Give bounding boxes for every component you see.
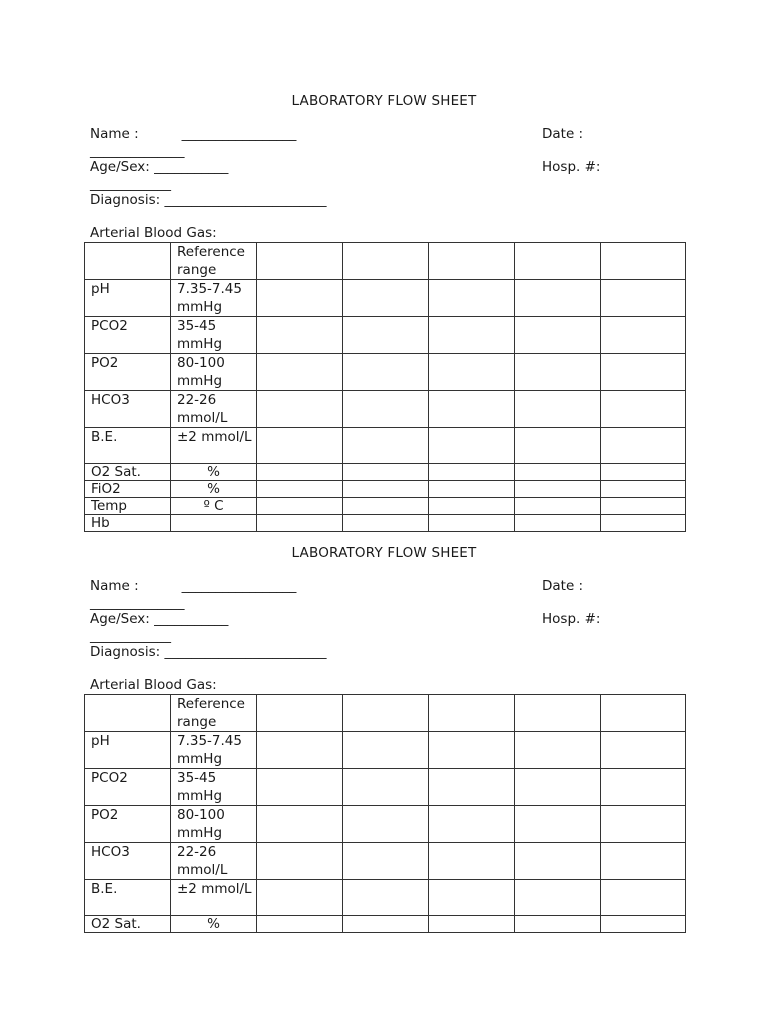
- parameter-cell: pH: [85, 732, 171, 769]
- result-entry-cell[interactable]: [257, 354, 343, 391]
- result-entry-cell[interactable]: [429, 695, 515, 732]
- table-row: [85, 498, 686, 515]
- result-entry-cell[interactable]: [515, 481, 601, 498]
- reference-range-cell: %: [171, 464, 257, 481]
- result-entry-cell[interactable]: [515, 806, 601, 843]
- result-entry-cell[interactable]: [343, 880, 429, 916]
- result-entry-cell[interactable]: [257, 843, 343, 880]
- result-entry-cell[interactable]: [515, 428, 601, 464]
- parameter-cell: O2 Sat.: [85, 464, 171, 481]
- result-entry-cell[interactable]: [601, 391, 686, 428]
- date-field: Date :: [542, 126, 584, 142]
- result-entry-cell[interactable]: [343, 916, 429, 933]
- parameter-cell: PCO2: [85, 769, 171, 806]
- table-row: [85, 880, 686, 916]
- result-entry-cell[interactable]: [515, 843, 601, 880]
- parameter-cell: O2 Sat.: [85, 916, 171, 933]
- result-entry-cell[interactable]: [601, 464, 686, 481]
- result-entry-cell[interactable]: [343, 806, 429, 843]
- result-entry-cell[interactable]: [343, 317, 429, 354]
- parameter-cell: Hb: [85, 515, 171, 532]
- result-entry-cell[interactable]: [601, 498, 686, 515]
- result-entry-cell[interactable]: [343, 354, 429, 391]
- result-entry-cell[interactable]: [343, 695, 429, 732]
- reference-range-cell: %: [171, 481, 257, 498]
- result-entry-cell[interactable]: [429, 515, 515, 532]
- result-entry-cell[interactable]: [429, 481, 515, 498]
- reference-range-cell: 22-26 mmol/L: [171, 391, 257, 428]
- reference-range-cell: 22-26 mmol/L: [171, 843, 257, 880]
- abg-label: Arterial Blood Gas:: [90, 225, 217, 241]
- diagnosis-field: Diagnosis: ________________________: [90, 644, 327, 660]
- diagnosis-field: Diagnosis: ________________________: [90, 192, 327, 208]
- result-entry-cell[interactable]: [257, 880, 343, 916]
- result-entry-cell[interactable]: [257, 243, 343, 280]
- result-entry-cell[interactable]: [429, 880, 515, 916]
- result-entry-cell[interactable]: [429, 428, 515, 464]
- reference-range-cell: 80-100 mmHg: [171, 806, 257, 843]
- result-entry-cell[interactable]: [515, 515, 601, 532]
- result-entry-cell[interactable]: [343, 464, 429, 481]
- table-row: [85, 515, 686, 532]
- reference-range-cell: 35-45 mmHg: [171, 769, 257, 806]
- name-field-continuation: ______________: [90, 595, 185, 611]
- result-entry-cell[interactable]: [429, 280, 515, 317]
- abg-table: [84, 242, 686, 532]
- result-entry-cell[interactable]: [257, 280, 343, 317]
- result-entry-cell[interactable]: [257, 464, 343, 481]
- result-entry-cell[interactable]: [601, 843, 686, 880]
- result-entry-cell[interactable]: [515, 391, 601, 428]
- result-entry-cell[interactable]: [601, 880, 686, 916]
- table-row: [85, 481, 686, 498]
- result-entry-cell[interactable]: [515, 916, 601, 933]
- result-entry-cell[interactable]: [515, 243, 601, 280]
- result-entry-cell[interactable]: [429, 391, 515, 428]
- reference-range-cell: [171, 515, 257, 532]
- result-entry-cell[interactable]: [601, 243, 686, 280]
- parameter-cell: [85, 695, 171, 732]
- table-row: [85, 695, 686, 732]
- table-row: [85, 916, 686, 933]
- parameter-cell: B.E.: [85, 428, 171, 464]
- reference-range-cell: 7.35-7.45 mmHg: [171, 732, 257, 769]
- parameter-cell: PO2: [85, 354, 171, 391]
- sheet-title: LABORATORY FLOW SHEET: [291, 545, 477, 561]
- table-row: [85, 243, 686, 280]
- result-entry-cell[interactable]: [343, 428, 429, 464]
- result-entry-cell[interactable]: [515, 732, 601, 769]
- result-entry-cell[interactable]: [343, 843, 429, 880]
- parameter-cell: Temp: [85, 498, 171, 515]
- result-entry-cell[interactable]: [257, 916, 343, 933]
- result-entry-cell[interactable]: [601, 354, 686, 391]
- result-entry-cell[interactable]: [429, 464, 515, 481]
- parameter-cell: [85, 243, 171, 280]
- table-row: [85, 843, 686, 880]
- table-row: [85, 428, 686, 464]
- name-field: Name : _________________: [90, 126, 297, 142]
- abg-label: Arterial Blood Gas:: [90, 677, 217, 693]
- reference-range-cell: ±2 mmol/L: [171, 428, 257, 464]
- result-entry-cell[interactable]: [515, 464, 601, 481]
- result-entry-cell[interactable]: [601, 695, 686, 732]
- age-sex-field: Age/Sex: ___________: [90, 611, 229, 627]
- result-entry-cell[interactable]: [601, 732, 686, 769]
- result-entry-cell[interactable]: [257, 481, 343, 498]
- result-entry-cell[interactable]: [601, 317, 686, 354]
- reference-range-cell: º C: [171, 498, 257, 515]
- result-entry-cell[interactable]: [515, 769, 601, 806]
- result-entry-cell[interactable]: [429, 317, 515, 354]
- result-entry-cell[interactable]: [343, 481, 429, 498]
- result-entry-cell[interactable]: [601, 428, 686, 464]
- table-row: [85, 806, 686, 843]
- result-entry-cell[interactable]: [343, 243, 429, 280]
- parameter-cell: FiO2: [85, 481, 171, 498]
- name-field-continuation: ______________: [90, 143, 185, 159]
- result-entry-cell[interactable]: [515, 498, 601, 515]
- result-entry-cell[interactable]: [601, 916, 686, 933]
- abg-table: [84, 694, 686, 933]
- table-row: [85, 769, 686, 806]
- result-entry-cell[interactable]: [257, 428, 343, 464]
- result-entry-cell[interactable]: [601, 515, 686, 532]
- result-entry-cell[interactable]: [257, 391, 343, 428]
- reference-range-cell: ±2 mmol/L: [171, 880, 257, 916]
- reference-range-cell: Reference range: [171, 243, 257, 280]
- result-entry-cell[interactable]: [429, 354, 515, 391]
- hosp-number-field: Hosp. #:: [542, 611, 601, 627]
- result-entry-cell[interactable]: [343, 498, 429, 515]
- result-entry-cell[interactable]: [515, 880, 601, 916]
- result-entry-cell[interactable]: [515, 317, 601, 354]
- result-entry-cell[interactable]: [343, 515, 429, 532]
- parameter-cell: PO2: [85, 806, 171, 843]
- result-entry-cell[interactable]: [515, 280, 601, 317]
- result-entry-cell[interactable]: [515, 695, 601, 732]
- table-row: [85, 317, 686, 354]
- result-entry-cell[interactable]: [257, 806, 343, 843]
- reference-range-cell: 80-100 mmHg: [171, 354, 257, 391]
- age-sex-continuation: ____________: [90, 176, 171, 192]
- result-entry-cell[interactable]: [257, 498, 343, 515]
- result-entry-cell[interactable]: [601, 769, 686, 806]
- result-entry-cell[interactable]: [257, 732, 343, 769]
- result-entry-cell[interactable]: [343, 391, 429, 428]
- table-row: [85, 464, 686, 481]
- sheet-title: LABORATORY FLOW SHEET: [291, 93, 477, 109]
- result-entry-cell[interactable]: [429, 916, 515, 933]
- date-field: Date :: [542, 578, 584, 594]
- result-entry-cell[interactable]: [257, 695, 343, 732]
- result-entry-cell[interactable]: [429, 243, 515, 280]
- result-entry-cell[interactable]: [343, 769, 429, 806]
- parameter-cell: B.E.: [85, 880, 171, 916]
- name-field: Name : _________________: [90, 578, 297, 594]
- result-entry-cell[interactable]: [343, 732, 429, 769]
- result-entry-cell[interactable]: [515, 354, 601, 391]
- table-row: [85, 732, 686, 769]
- table-row: [85, 391, 686, 428]
- result-entry-cell[interactable]: [601, 806, 686, 843]
- result-entry-cell[interactable]: [429, 732, 515, 769]
- parameter-cell: PCO2: [85, 317, 171, 354]
- result-entry-cell[interactable]: [257, 515, 343, 532]
- result-entry-cell[interactable]: [601, 481, 686, 498]
- result-entry-cell[interactable]: [429, 806, 515, 843]
- hosp-number-field: Hosp. #:: [542, 159, 601, 175]
- result-entry-cell[interactable]: [343, 280, 429, 317]
- result-entry-cell[interactable]: [429, 843, 515, 880]
- parameter-cell: pH: [85, 280, 171, 317]
- result-entry-cell[interactable]: [429, 498, 515, 515]
- parameter-cell: HCO3: [85, 843, 171, 880]
- result-entry-cell[interactable]: [601, 280, 686, 317]
- result-entry-cell[interactable]: [257, 769, 343, 806]
- table-row: [85, 354, 686, 391]
- reference-range-cell: 7.35-7.45 mmHg: [171, 280, 257, 317]
- result-entry-cell[interactable]: [429, 769, 515, 806]
- age-sex-field: Age/Sex: ___________: [90, 159, 229, 175]
- age-sex-continuation: ____________: [90, 628, 171, 644]
- result-entry-cell[interactable]: [257, 317, 343, 354]
- table-row: [85, 280, 686, 317]
- reference-range-cell: Reference range: [171, 695, 257, 732]
- reference-range-cell: 35-45 mmHg: [171, 317, 257, 354]
- reference-range-cell: %: [171, 916, 257, 933]
- parameter-cell: HCO3: [85, 391, 171, 428]
